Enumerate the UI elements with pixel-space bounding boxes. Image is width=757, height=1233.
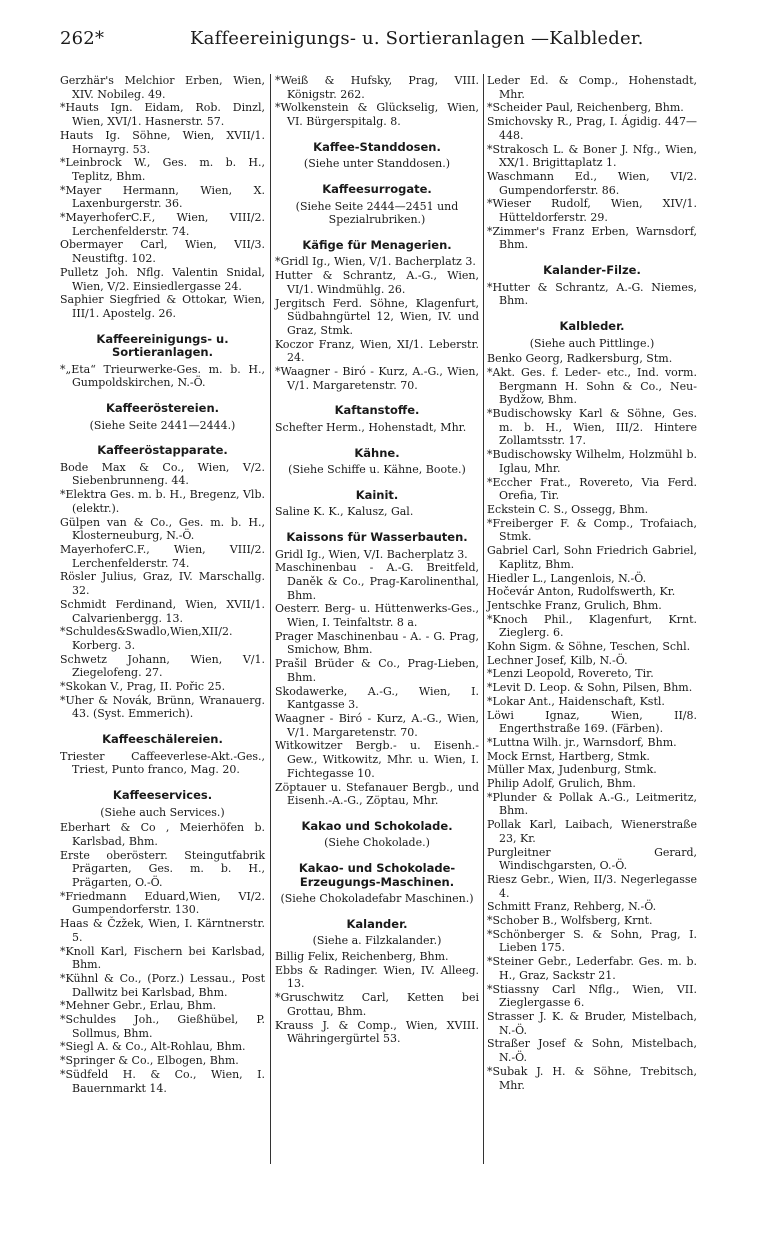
- directory-entry: Billig Felix, Reichenberg, Bhm.: [275, 950, 449, 964]
- directory-entry: Straßer Josef & Sohn, Mistelbach, N.-Ö.: [487, 1037, 697, 1065]
- directory-entry: Strasser J. K. & Bruder, Mistelbach, N.-Ö.: [487, 1010, 697, 1037]
- directory-entry: Haas & Čzžek, Wien, I. Kärntnerstr. 5.: [60, 917, 265, 944]
- directory-entry: Hiedler L., Langenlois, N.-Ö.: [487, 571, 647, 585]
- directory-entry: *Gridl Ig., Wien, V/1. Bacherplatz 3.: [275, 255, 476, 269]
- directory-entry: Löwi Ignaz, Wien, II/8. Engerthstraße 169. (Färben).: [487, 708, 697, 736]
- directory-entry: *Budischowsky Karl & Söhne, Ges. m. b. H., Wien, III/2. Hintere Zollamtsstr. 17.: [487, 407, 697, 448]
- directory-entry: Rösler Julius, Graz, IV. Marschallg. 32.: [60, 570, 265, 598]
- directory-entry: *Lenzi Leopold, Rovereto, Tir.: [487, 667, 654, 681]
- directory-entry: *Mehner Gebr., Erlau, Bhm.: [60, 999, 217, 1013]
- directory-entry: Gülpen van & Co., Ges. m. b. H., Klosterneuburg, N.-Ö.: [60, 515, 265, 543]
- directory-entry: *Waagner - Biró - Kurz, A.-G., Wien, V/1. Margaretenstr. 70.: [275, 365, 479, 392]
- directory-entry: Koczor Franz, Wien, XI/1. Leberstr. 24.: [275, 337, 479, 365]
- directory-entry: *Siegl A. & Co., Alt-Rohlau, Bhm.: [60, 1040, 246, 1054]
- category-heading: Kaffeereinigungs- u. Sortieranlagen.: [96, 331, 229, 360]
- directory-entry: *Weiß & Hufsky, Prag, VIII. Königstr. 262.: [275, 74, 479, 101]
- directory-entry: Erste oberösterr. Steingutfabrik Prägarten, Ges. m. b. H., Prägarten, O.-Ö.: [60, 848, 265, 890]
- cross-reference-note: (Siehe Seite 2444—2451 und Spezialrubriken.): [295, 199, 459, 227]
- directory-entry: Saline K. K., Kalusz, Gal.: [275, 505, 414, 519]
- directory-entry: Schmitt Franz, Rehberg, N.-Ö.: [487, 900, 657, 914]
- directory-entry: *Friedmann Eduard,Wien, VI/2. Gumpendorferstr. 130.: [60, 889, 265, 917]
- directory-entry: Pulletz Joh. Nflg. Valentin Snidal, Wien, V/2. Einsiedlergasse 24.: [60, 265, 265, 293]
- cross-reference-note: (Siehe unter Standdosen.): [303, 157, 451, 171]
- directory-entry: Jergitsch Ferd. Söhne, Klagenfurt, Südbahngürtel 12, Wien, IV. und Graz, Stmk.: [275, 296, 479, 337]
- directory-entry: Maschinenbau - A.-G. Breitfeld, Daněk & Co., Prag-Karolinenthal, Bhm.: [275, 561, 479, 602]
- directory-column-2: [275, 74, 479, 1046]
- directory-entry: *Budischowsky Wilhelm, Holzmühl b. Iglau, Mhr.: [487, 448, 697, 475]
- directory-entry: *Eccher Frat., Rovereto, Via Ferd. Orefia, Tir.: [487, 475, 697, 503]
- category-heading: Kaffeesurrogate.: [322, 182, 432, 197]
- directory-entry: Waagner - Biró - Kurz, A.-G., Wien, V/1. Margaretenstr. 70.: [275, 712, 479, 739]
- directory-entry: Pollak Karl, Laibach, Wienerstraße 23, Kr.: [487, 818, 697, 845]
- cross-reference-note: (Siehe Chokolade.): [324, 836, 430, 850]
- directory-entry: Leder Ed. & Comp., Hohenstadt, Mhr.: [487, 74, 697, 101]
- directory-entry: *Kühnl & Co., (Porz.) Lessau., Post Dallwitz bei Karlsbad, Bhm.: [60, 971, 265, 999]
- directory-entry: *Leinbrock W., Ges. m. b. H., Teplitz, Bhm.: [60, 156, 265, 183]
- directory-entry: Jentschke Franz, Grulich, Bhm.: [487, 598, 662, 612]
- cross-reference-note: (Siehe auch Pittlinge.): [529, 336, 655, 350]
- directory-entry: *Wieser Rudolf, Wien, XIV/1. Hütteldorferstr. 29.: [487, 197, 697, 225]
- directory-entry: *Freiberger F. & Comp., Trofaiach, Stmk.: [487, 516, 697, 544]
- category-heading: Kalander.: [346, 916, 408, 931]
- cross-reference-note: (Siehe auch Services.): [100, 805, 225, 819]
- directory-entry: Prager Maschinenbau - A. - G. Prag, Smichow, Bhm.: [275, 629, 479, 657]
- category-heading: Kähne.: [354, 445, 400, 460]
- directory-column-1: [60, 74, 265, 1095]
- directory-entry: Waschmann Ed., Wien, VI/2. Gumpendorferstr. 86.: [487, 169, 697, 197]
- directory-entry: *Schuldes Joh., Gießhübel, P. Sollmus, Bhm.: [60, 1013, 265, 1040]
- directory-entry: Zöptauer u. Stefanauer Bergb., und Eisenh.-A.-G., Zöptau, Mhr.: [275, 780, 479, 808]
- column-divider: [270, 74, 271, 1164]
- category-heading: Kainit.: [355, 487, 399, 502]
- directory-entry: *Südfeld H. & Co., Wien, I. Bauernmarkt 14.: [60, 1067, 265, 1095]
- directory-entry: Skodawerke, A.-G., Wien, I. Kantgasse 3.: [275, 684, 479, 712]
- category-heading: Kaffeeservices.: [112, 788, 213, 803]
- directory-entry: Prašil Brüder & Co., Prag-Lieben, Bhm.: [275, 657, 479, 684]
- directory-entry: Gabriel Carl, Sohn Friedrich Gabriel, Kaplitz, Bhm.: [487, 544, 697, 571]
- directory-entry: *Gruschwitz Carl, Ketten bei Grottau, Bhm.: [275, 991, 479, 1018]
- directory-entry: *Wolkenstein & Glückselig, Wien, VI. Bürgerspitalg. 8.: [275, 101, 479, 129]
- directory-entry: *Uher & Novák, Brünn, Wranauerg. 43. (Syst. Emmerich).: [60, 693, 265, 721]
- directory-entry: *MayerhoferC.F., Wien, VIII/2. Lerchenfelderstr. 74.: [60, 211, 265, 238]
- directory-entry: *Hutter & Schrantz, A.-G. Niemes, Bhm.: [487, 280, 697, 308]
- page-header: [60, 28, 670, 54]
- column-divider: [483, 74, 484, 1164]
- directory-entry: *Strakosch L. & Boner J. Nfg., Wien, XX/1. Brigittaplatz 1.: [487, 142, 697, 170]
- directory-entry: *Schober B., Wolfsberg, Krnt.: [487, 914, 653, 928]
- directory-entry: *Elektra Ges. m. b. H., Bregenz, Vlb. (elektr.).: [60, 488, 265, 515]
- directory-entry: Gridl Ig., Wien, V/I. Bacherplatz 3.: [275, 547, 468, 561]
- directory-entry: Oesterr. Berg- u. Hüttenwerks-Ges., Wien, I. Teinfaltstr. 8 a.: [275, 602, 479, 630]
- directory-entry: Schmidt Ferdinand, Wien, XVII/1. Calvarienbergg. 13.: [60, 597, 265, 625]
- cross-reference-note: (Siehe a. Filzkalander.): [312, 934, 442, 948]
- directory-entry: Triester Caffeeverlese-Akt.-Ges., Triest, Punto franco, Mag. 20.: [60, 749, 265, 777]
- directory-entry: Benko Georg, Radkersburg, Stm.: [487, 352, 673, 366]
- page-title: Kaffeereinigungs- u. Sortieranlagen —Kalbleder.: [190, 28, 644, 49]
- directory-entry: *Akt. Ges. f. Leder- etc., Ind. vorm. Bergmann H. Sohn & Co., Neu-Bydžow, Bhm.: [487, 365, 697, 407]
- directory-entry: *Skokan V., Prag, II. Pořic 25.: [60, 680, 226, 694]
- directory-entry: Saphier Siegfried & Ottokar, Wien, III/1. Apostelg. 26.: [60, 293, 265, 320]
- directory-entry: *Plunder & Pollak A.-G., Leitmeritz, Bhm.: [487, 790, 697, 818]
- directory-entry: *Zimmer's Franz Erben, Warnsdorf, Bhm.: [487, 224, 697, 252]
- directory-entry: Schwetz Johann, Wien, V/1. Ziegelofeng. 27.: [60, 652, 265, 680]
- directory-entry: Purgleitner Gerard, Windischgarsten, O.-Ö.: [487, 845, 697, 873]
- directory-entry: Bode Max & Co., Wien, V/2. Siebenbrunneng. 44.: [60, 460, 265, 488]
- category-heading: Kalbleder.: [559, 319, 625, 334]
- directory-entry: *Hauts Ign. Eidam, Rob. Dinzl, Wien, XVI/1. Hasnerstr. 57.: [60, 101, 265, 129]
- directory-entry: Smichovsky R., Prag, I. Ágidig. 447—448.: [487, 115, 697, 142]
- directory-entry: Eckstein C. S., Ossegg, Bhm.: [487, 502, 649, 516]
- category-heading: Kaffeeröstereien.: [105, 401, 220, 416]
- directory-entry: *Mayer Hermann, Wien, X. Laxenburgerstr. 36.: [60, 183, 265, 211]
- category-heading: Käfige für Menagerien.: [302, 237, 452, 252]
- directory-entry: *Steiner Gebr., Lederfabr. Ges. m. b. H., Graz, Sackstr 21.: [487, 955, 697, 982]
- directory-entry: *Schönberger S. & Sohn, Prag, I. Lieben 175.: [487, 927, 697, 955]
- directory-entry: Krauss J. & Comp., Wien, XVIII. Währingergürtel 53.: [275, 1018, 479, 1046]
- category-heading: Kaffeeschälereien.: [102, 732, 223, 747]
- directory-entry: Eberhart & Co , Meierhöfen b. Karlsbad, Bhm.: [60, 821, 265, 848]
- directory-entry: Obermayer Carl, Wien, VII/3. Neustiftg. 102.: [60, 238, 265, 266]
- directory-entry: Mock Ernst, Hartberg, Stmk.: [487, 749, 650, 763]
- category-heading: Kaftanstoffe.: [334, 403, 420, 418]
- directory-entry: Schefter Herm., Hohenstadt, Mhr.: [275, 420, 467, 434]
- directory-entry: *Levit D. Leop. & Sohn, Pilsen, Bhm.: [487, 681, 693, 695]
- cross-reference-note: (Siehe Schiffe u. Kähne, Boote.): [288, 463, 466, 477]
- category-heading: Kakao und Schokolade.: [301, 818, 453, 833]
- category-heading: Kakao- und Schokolade-Erzeugungs-Maschinen.: [298, 861, 456, 889]
- directory-entry: *Knoch Phil., Klagenfurt, Krnt. Zieglerg. 6.: [487, 612, 697, 640]
- directory-entry: MayerhoferC.F., Wien, VIII/2. Lerchenfelderstr. 74.: [60, 542, 265, 570]
- cross-reference-note: (Siehe Chokoladefabr Maschinen.): [280, 892, 474, 906]
- directory-entry: *Scheider Paul, Reichenberg, Bhm.: [487, 101, 684, 115]
- directory-entry: *Luttna Wilh. jr., Warnsdorf, Bhm.: [487, 735, 677, 749]
- directory-entry: Riesz Gebr., Wien, II/3. Negerlegasse 4.: [487, 872, 697, 900]
- directory-entry: *Lokar Ant., Haidenschaft, Kstl.: [487, 694, 665, 708]
- directory-entry: Hauts Ig. Söhne, Wien, XVII/1. Hornayrg. 53.: [60, 128, 265, 156]
- directory-entry: Müller Max, Judenburg, Stmk.: [487, 763, 657, 777]
- directory-entry: Witkowitzer Bergb.- u. Eisenh.-Gew., Witkowitz, Mhr. u. Wien, I. Fichtegasse 10.: [275, 739, 479, 780]
- category-heading: Kaffeeröstapparate.: [97, 443, 228, 458]
- directory-entry: *Subak J. H. & Söhne, Trebitsch, Mhr.: [487, 1064, 697, 1092]
- directory-entry: Lechner Josef, Kilb, N.-Ö.: [487, 653, 628, 667]
- directory-entry: Philip Adolf, Grulich, Bhm.: [487, 777, 636, 791]
- directory-entry: *Stiassny Carl Nflg., Wien, VII. Zieglergasse 6.: [487, 982, 697, 1010]
- cross-reference-note: (Siehe Seite 2441—2444.): [89, 418, 236, 432]
- page-number: 262*: [60, 28, 105, 49]
- directory-entry: Ebbs & Radinger. Wien, IV. Alleeg. 13.: [275, 963, 479, 991]
- directory-entry: Kohn Sigm. & Söhne, Teschen, Schl.: [487, 640, 691, 654]
- directory-entry: *„Eta“ Trieurwerke-Ges. m. b. H., Gumpoldskirchen, N.-Ö.: [60, 362, 265, 390]
- directory-entry: *Springer & Co., Elbogen, Bhm.: [60, 1054, 239, 1068]
- directory-entry: *Schuldes&Swadlo,Wien,XII/2. Korberg. 3.: [60, 625, 233, 652]
- directory-entry: *Knoll Karl, Fischern bei Karlsbad, Bhm.: [60, 944, 265, 972]
- category-heading: Kaissons für Wasserbauten.: [286, 530, 468, 545]
- category-heading: Kaffee-Standdosen.: [313, 139, 441, 154]
- directory-entry: Hutter & Schrantz, A.-G., Wien, VI/1. Windmühlg. 26.: [275, 269, 479, 296]
- directory-column-3: [487, 74, 697, 1092]
- directory-entry: Gerzhär's Melchior Erben, Wien, XIV. Nobileg. 49.: [60, 74, 265, 101]
- category-heading: Kalander-Filze.: [543, 263, 641, 278]
- directory-entry: Hočevár Anton, Rudolfswerth, Kr.: [487, 585, 676, 599]
